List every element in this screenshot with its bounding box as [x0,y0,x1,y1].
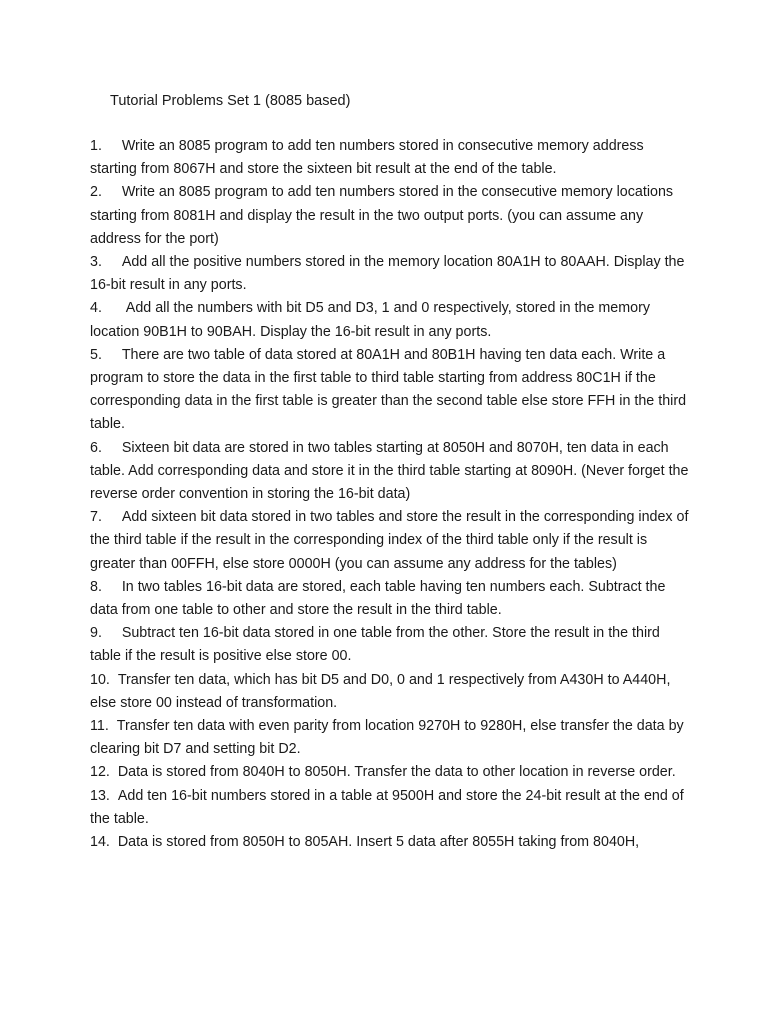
number-spacing [102,579,122,595]
problem-number: 7. [90,509,102,526]
problem-item [90,251,690,297]
problem-number: 9. [90,625,102,642]
problem-item [90,297,690,343]
problem-item [90,622,690,668]
problem-number: 1. [90,138,102,154]
problem-text: There are two table of data stored at 80A1H and 80B1H having ten data each. Write a program to store the data in the first table to third table starting from address 80C1H if the corresponding data in the first table is greater than the second table else store FFH in the third table. [90,346,687,433]
problem-text: Data is stored from 8040H to 8050H. Transfer the data to other location in reverse order. [117,764,676,781]
number-spacing [102,440,122,456]
problem-number: 6. [90,439,102,456]
problem-item [90,576,690,622]
number-spacing [110,672,118,688]
problem-text: Add ten 16-bit numbers stored in a table at 9500H and store the 24-bit result at the end of the table. [90,787,684,827]
problem-text: Write an 8085 program to add ten numbers stored in consecutive memory address starting from 8067H and store the sixteen bit result at the end of the table. [90,138,644,178]
number-spacing [102,184,122,200]
number-spacing [102,138,122,154]
problem-number: 3. [90,254,102,271]
problem-item [90,506,690,576]
number-spacing [102,347,122,363]
problem-number: 8. [90,578,102,595]
problem-list [90,135,690,854]
number-spacing [110,764,118,780]
problem-text: Transfer ten data, which has bit D5 and D0, 0 and 1 respectively from A430H to A440H, else store 00 instead of transformation. [90,671,671,711]
problem-item [90,669,690,715]
number-spacing [102,509,122,525]
problem-text: Transfer ten data with even parity from location 9270H to 9280H, else transfer the data by clearing bit D7 and setting bit D2. [90,718,684,758]
problem-number: 14. [90,834,110,851]
number-spacing [110,834,118,850]
problem-item [90,344,690,437]
number-spacing [102,254,122,270]
problem-item [90,785,690,831]
problem-item [90,181,690,251]
problem-number: 10. [90,671,110,688]
problem-item [90,831,690,854]
problem-number: 11. [90,718,109,735]
number-spacing [109,718,117,734]
problem-text: Data is stored from 8050H to 805AH. Insert 5 data after 8055H taking from 8040H, [117,834,640,851]
number-spacing [102,300,126,316]
problem-text: Add all the positive numbers stored in the memory location 80A1H to 80AAH. Display the 16-bit result in any ports. [90,254,685,294]
problem-text: In two tables 16-bit data are stored, each table having ten numbers each. Subtract the data from one table to other and store the result in the third table. [90,578,666,619]
problem-item [90,715,690,761]
problem-item [90,135,690,181]
number-spacing [110,788,118,804]
problem-text: Add sixteen bit data stored in two tables and store the result in the corresponding index of the third table if the result in the corresponding index of the third table only if the result is greater than 00FFH, else store 0000H (you can assume any address for the tables) [90,509,689,572]
problem-number: 4. [90,300,102,317]
problem-number: 12. [90,764,110,781]
problem-text: Sixteen bit data are stored in two tables starting at 8050H and 8070H, ten data in each table. Add corresponding data and store it in the third table starting at 8090H. (Never forget the reverse order convention in storing the 16-bit data) [90,439,689,503]
problem-item [90,437,690,507]
problem-text: Subtract ten 16-bit data stored in one table from the other. Store the result in the third table if the result is positive else store 00. [90,625,660,665]
document-title: Tutorial Problems Set 1 (8085 based) [110,93,351,109]
problem-number: 5. [90,346,102,363]
problem-number: 2. [90,184,102,201]
problem-text: Add all the numbers with bit D5 and D3, 1 and 0 respectively, stored in the memory location 90B1H to 90BAH. Display the 16-bit result in any ports. [90,300,650,340]
problem-number: 13. [90,787,110,804]
problem-text: Write an 8085 program to add ten numbers stored in the consecutive memory locations starting from 8081H and display the result in the two output ports. (you can assume any address for the port) [90,184,674,247]
problem-item [90,761,690,784]
number-spacing [102,625,122,641]
